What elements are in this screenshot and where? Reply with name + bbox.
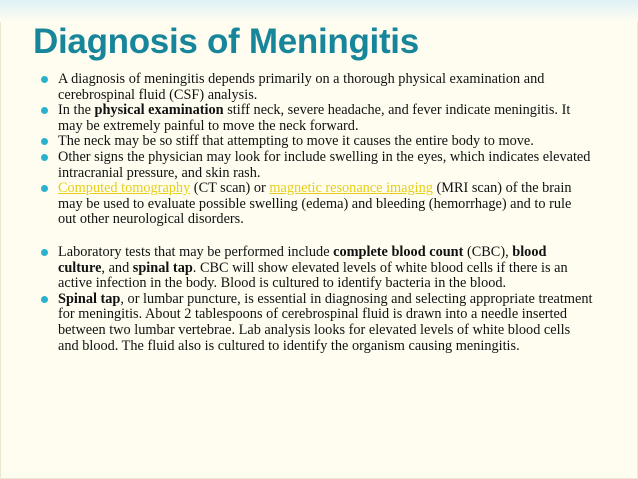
bullet-text: Other signs the physician may look for include swelling in the eyes, which indicates elevated intracranial pressure, and skin rash. xyxy=(58,148,591,181)
bold-term: Spinal tap xyxy=(58,290,121,307)
slide-title: Diagnosis of Meningitis xyxy=(33,22,419,61)
bullet-lab-tests xyxy=(38,245,593,292)
bullet-text: (CBC), xyxy=(463,243,513,260)
bullet-text: Laboratory tests that may be performed include xyxy=(58,243,334,260)
bullet-text: The neck may be so stiff that attempting to move it causes the entire body to move. xyxy=(58,133,534,150)
bullet-csf-analysis xyxy=(38,72,593,103)
bullet-text: A diagnosis of meningitis depends primarily on a thorough physical examination and cerebrospinal fluid (CSF) analysis. xyxy=(58,71,545,103)
bullet-text: , and xyxy=(101,259,133,276)
bullet-text: In the xyxy=(58,102,95,119)
bullet-other-signs xyxy=(38,150,593,181)
bold-term: physical examination xyxy=(94,102,224,119)
bullet-spinal-tap xyxy=(38,292,593,354)
bullet-list xyxy=(38,72,593,354)
mri-link[interactable]: magnetic resonance imaging xyxy=(269,180,433,197)
slide-top-band xyxy=(0,0,638,22)
bullet-stiff-neck xyxy=(38,134,593,150)
bullet-text: (MRI scan) of the brain may be used to evaluate possible swelling (edema) and bleeding (hemorrhage) and to rule out other neurological disorders. xyxy=(58,180,572,228)
bullet-text: (CT scan) or xyxy=(190,180,270,197)
bold-term: blood culture xyxy=(58,243,547,276)
computed-tomography-link[interactable]: Computed tomography xyxy=(58,180,191,197)
bullet-imaging xyxy=(38,181,593,228)
bullet-text: . CBC will show elevated levels of white blood cells if there is an active infection in the body. Blood is cultured to identify bacteria in the blood. xyxy=(58,259,568,292)
bullet-physical-exam xyxy=(38,103,593,134)
bullet-text: stiff neck, severe headache, and fever indicate meningitis. It may be extremely painful to move the neck forward. xyxy=(58,102,571,134)
bullet-text: , or lumbar puncture, is essential in diagnosing and selecting appropriate treatment for meningitis. About 2 tablespoons of cerebrospinal fluid is drawn into a needle inserted between two lumbar vertebrae. Lab analysis looks for elevated levels of white blood cells and blood. The fluid also is cultured to identify the organism causing meningitis. xyxy=(58,290,593,354)
bold-term: complete blood count xyxy=(333,243,464,260)
bold-term: spinal tap xyxy=(132,259,193,276)
